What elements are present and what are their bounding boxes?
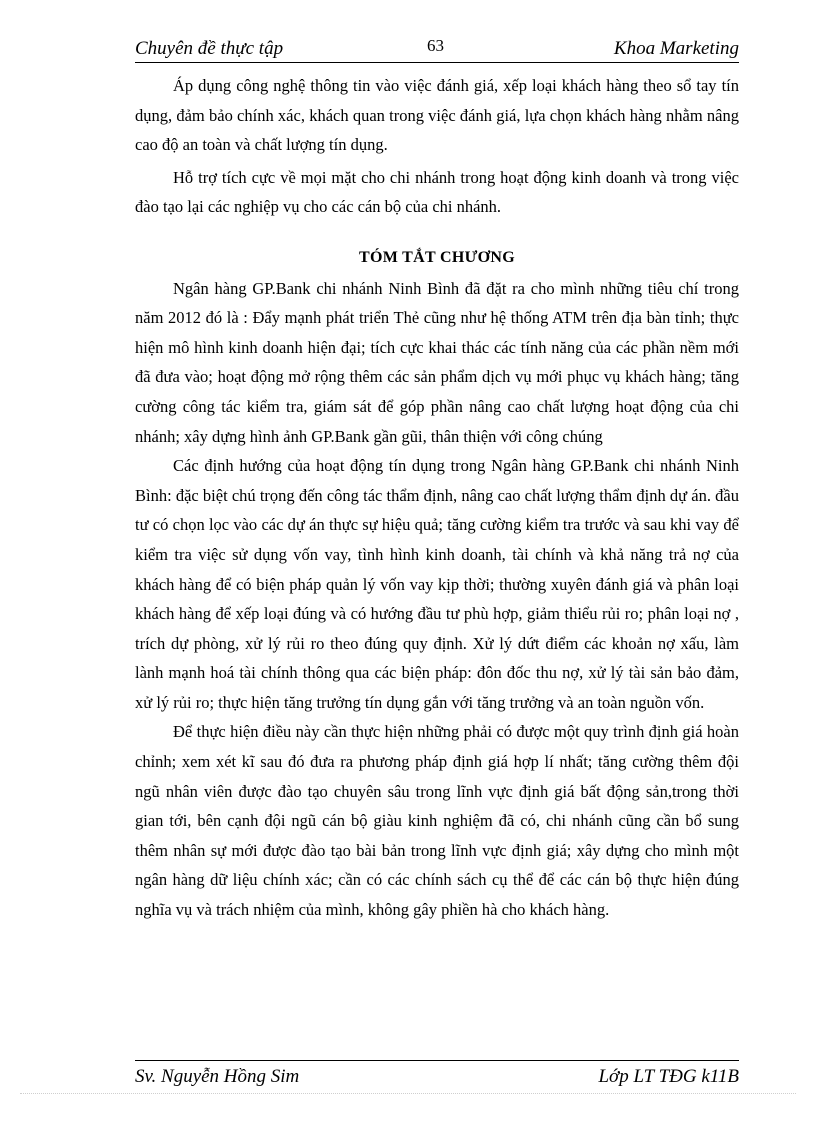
header-title: Chuyên đề thực tập xyxy=(135,38,284,59)
page-number: 63 xyxy=(427,36,444,55)
page-header xyxy=(135,38,739,63)
paragraph-2: Hỗ trợ tích cực về mọi mặt cho chi nhánh trong hoạt động kinh doanh và trong việc đào tạo lại các nghiệp vụ cho các cán bộ của chi nhánh. xyxy=(135,167,739,217)
page-footer xyxy=(135,1060,739,1091)
page-body xyxy=(135,71,739,925)
paragraph-1: Áp dụng công nghệ thông tin vào việc đánh giá, xếp loại khách hàng theo sổ tay tín dụng, đảm bảo chính xác, khách quan trong việc đánh giá, lựa chọn khách hàng nhằm nâng cao độ an toàn và chất lượng tín dụng. xyxy=(135,76,739,155)
header-department: Khoa Marketing xyxy=(613,38,739,59)
bottom-dotted-rule xyxy=(20,1093,796,1094)
footer-author: Sv. Nguyễn Hồng Sim xyxy=(135,1066,300,1087)
paragraph-3: Ngân hàng GP.Bank chi nhánh Ninh Bình đã đặt ra cho mình những tiêu chí trong năm 2012 đó là : Đẩy mạnh phát triển Thẻ cũng như hệ thống ATM trên địa bàn tỉnh; thực hiện mô hình kinh doanh hiện đại; tích cực khai thác các tính năng của các phần nềm mới đã đưa vào; hoạt động mở rộng thêm các sản phẩm dịch vụ mới phục vụ khách hàng; tăng cường công tác kiểm tra, giám sát để góp phần nâng cao chất lượng hoạt động của chi nhánh; xây dựng hình ảnh GP.Bank gần gũi, thân thiện với công chúng xyxy=(135,278,739,446)
footer-class: Lớp LT TĐG k11B xyxy=(598,1066,739,1087)
paragraph-5: Để thực hiện điều này cần thực hiện những phải có được một quy trình định giá hoàn chỉnh; xem xét kĩ sau đó đưa ra phương pháp định giá hợp lí nhất; tăng cường thêm đội ngũ nhân viên được đào tạo chuyên sâu trong lĩnh vực định giá bất động sản,trong thời gian tới, bên cạnh đội ngũ cán bộ giàu kinh nghiệm đã có, chi nhánh cũng cần bổ sung thêm nhân sự mới được đào tạo bài bản trong lĩnh vực định giá; xây dựng cho mình một ngân hàng dữ liệu chính xác; cần có các chính sách cụ thể để các cán bộ thực hiện đúng nghĩa vụ và trách nhiệm của mình, không gây phiền hà cho khách hàng. xyxy=(135,722,739,920)
section-title: TÓM TẮT CHƯƠNG xyxy=(359,248,515,266)
paragraph-4: Các định hướng của hoạt động tín dụng trong Ngân hàng GP.Bank chi nhánh Ninh Bình: đặc biệt chú trọng đến công tác thẩm định, nâng cao chất lượng thẩm định dự án. đầu tư có chọn lọc vào các dự án thực sự hiệu quả; tăng cường kiểm tra trước và sau khi vay để kiểm tra việc sử dụng vốn vay, tình hình kinh doanh, tài chính và khả năng trả nợ của khách hàng để có biện pháp quản lý vốn vay kịp thời; thường xuyên đánh giá và phân loại khách hàng để xếp loại đúng và có hướng đầu tư phù hợp, giảm thiểu rủi ro; phân loại nợ , trích dự phòng, xử lý rủi ro theo đúng quy định. Xử lý dứt điểm các khoản nợ xấu, làm lành mạnh hoá tài chính thông qua các biện pháp: đôn đốc thu nợ, xử lý tài sản bảo đảm, xử lý rủi ro; thực hiện tăng trưởng tín dụng gắn với tăng trưởng và an toàn nguồn vốn. xyxy=(135,456,739,712)
